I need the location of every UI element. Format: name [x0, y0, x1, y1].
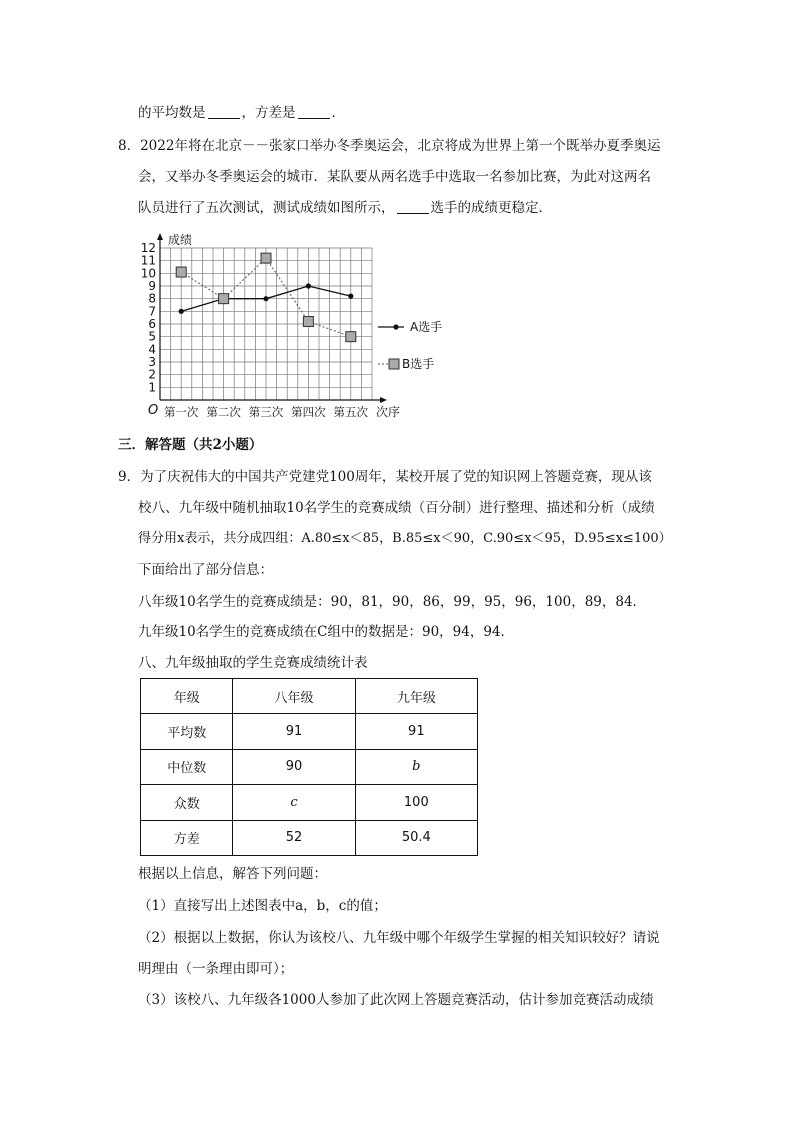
x-tick-label: 第二次 [206, 405, 241, 419]
x-tick-label: 第四次 [291, 405, 326, 419]
q9-sub-3: （3）该校八、九年级各1000人参加了此次网上答题竞赛活动，估计参加竞赛活动成绩 [138, 992, 654, 1008]
series-a-point [348, 294, 353, 299]
origin-label: O [148, 403, 159, 418]
y-axis-arrow [157, 233, 163, 240]
x-tick-label: 第五次 [333, 405, 369, 419]
table-cell: 50.4 [355, 820, 477, 855]
series-b-point [261, 253, 271, 263]
q9-line-1: 9．为了庆祝伟大的中国共产党建党100周年，某校开展了党的知识网上答题竞赛，现从该 [118, 469, 652, 485]
table-cell: 中位数 [141, 749, 233, 784]
q8-answer-blank [397, 199, 429, 214]
table-header-cell: 八年级 [233, 679, 355, 714]
table-cell: 52 [233, 820, 355, 855]
q9-line-2: 校八、九年级中随机抽取10名学生的竞赛成绩（百分制）进行整理、描述和分析（成绩 [138, 500, 655, 516]
table-header-cell: 九年级 [355, 679, 477, 714]
y-tick-label: 10 [140, 266, 156, 281]
x-axis-arrow [380, 397, 387, 403]
q7-variance-blank [298, 104, 330, 119]
stats-table [140, 678, 478, 856]
table-cell: 91 [233, 714, 355, 749]
y-tick-label: 1 [148, 380, 156, 395]
legend-a-label: A选手 [410, 320, 443, 334]
table-header-row [141, 679, 478, 714]
y-tick-label: 3 [148, 355, 156, 369]
series-a-point [306, 283, 311, 288]
q8-line-1: 8．2022年将在北京－－张家口举办冬季奥运会，北京将成为世界上第一个既举办夏季奥运 [118, 138, 661, 154]
legend-b-label: B选手 [402, 357, 435, 371]
y-tick-label: 8 [148, 291, 156, 306]
legend-b-marker [389, 359, 399, 369]
section-3-title: 三．解答题（共2小题） [118, 437, 263, 453]
q7-end: ． [331, 105, 345, 121]
series-b-point [303, 316, 313, 326]
series-a-point [179, 309, 184, 314]
q9-sub-1: （1）直接写出上述图表中a，b，c的值； [138, 898, 387, 914]
q8-line-2: 会，又举办冬季奥运会的城市．某队要从两名选手中选取一名参加比赛，为此对这两名 [138, 169, 651, 185]
table-cell: c [233, 785, 355, 820]
table-row [141, 785, 478, 820]
table-row [141, 820, 478, 855]
table-cell: 100 [355, 785, 477, 820]
series-a-point [263, 296, 268, 301]
q9-line-5: 八年级10名学生的竞赛成绩是：90，81，90，86，99，95，96，100，89，84． [138, 594, 647, 610]
q7-mean-label: 的平均数是 [138, 105, 206, 121]
table-cell: 90 [233, 749, 355, 784]
chart-grid [160, 248, 372, 400]
q9-table-title: 八、九年级抽取的学生竞赛成绩统计表 [138, 655, 368, 671]
q7-tail-line [138, 103, 345, 123]
y-tick-label: 5 [148, 329, 156, 344]
q9-line-6: 九年级10名学生的竞赛成绩在C组中的数据是：90，94，94． [138, 624, 515, 640]
q9-sub-2b: 明理由（一条理由即可）； [138, 961, 294, 977]
y-axis-label: 成绩 [168, 233, 193, 247]
y-tick-label: 7 [148, 304, 156, 319]
x-tick-label: 第三次 [248, 405, 284, 419]
q7-variance-label: ，方差是 [241, 105, 296, 121]
y-tick-label: 2 [148, 367, 156, 382]
series-b-point [219, 294, 229, 304]
table-cell: 众数 [141, 785, 233, 820]
q7-mean-blank [208, 104, 240, 119]
q9-intro: 根据以上信息，解答下列问题： [138, 866, 327, 882]
table-row [141, 749, 478, 784]
y-tick-label: 9 [148, 279, 156, 293]
chart-legend [378, 319, 442, 371]
table-cell: 平均数 [141, 714, 233, 749]
legend-a-marker [393, 324, 398, 329]
table-row [141, 714, 478, 749]
y-tick-label: 12 [140, 241, 156, 255]
q8-line-3-prefix: 队员进行了五次测试，测试成绩如图所示， [138, 200, 395, 216]
table-cell: 91 [355, 714, 477, 749]
q9-line-4: 下面给出了部分信息： [138, 562, 273, 578]
series-b-point [346, 332, 356, 342]
table-cell: 方差 [141, 820, 233, 855]
table-header-cell: 年级 [141, 679, 233, 714]
x-axis-label: 次序 [376, 405, 401, 419]
y-tick-label: 4 [148, 342, 156, 357]
table-cell: b [355, 749, 477, 784]
y-tick-label: 11 [140, 253, 156, 268]
q8-line-3-suffix: 选手的成绩更稳定． [430, 200, 552, 216]
q8-line-3 [138, 198, 552, 218]
score-line-chart [130, 228, 460, 423]
x-tick-label: 第一次 [163, 405, 199, 419]
series-b-point [176, 267, 186, 277]
q9-line-3: 得分用x表示，共分成四组：A.80≤x＜85，B.85≤x＜90，C.90≤x＜95，D.95≤x≤100） [138, 531, 672, 546]
q9-sub-2a: （2）根据以上数据，你认为该校八、九年级中哪个年级学生掌握的相关知识较好？请说 [138, 930, 660, 946]
y-tick-label: 6 [148, 317, 156, 331]
